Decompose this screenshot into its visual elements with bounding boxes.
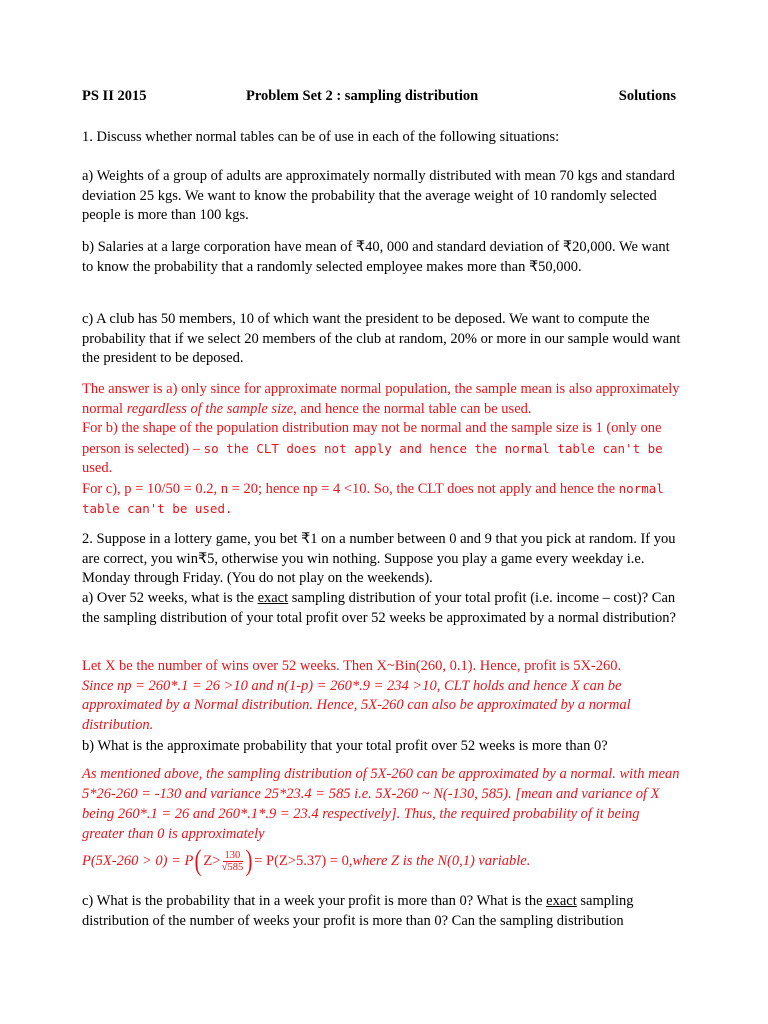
document-header [82, 88, 676, 108]
q1-intro: 1. Discuss whether normal tables can be of use in each of the following situations: [82, 129, 560, 145]
formula-denominator-value: 585 [227, 861, 244, 873]
q2-a-answer-line-1: Let X be the number of wins over 52 weeks. Then X~Bin(260, 0.1). Hence, profit is 5X-260. [82, 658, 622, 674]
q1-answer-text-2: For b) the shape of the population distribution may not be normal and the sample size is 1 (only one person is selected) – [82, 420, 662, 457]
q1-answer-mono-3: normal table can't be used. [82, 480, 664, 516]
formula-fraction [221, 850, 243, 873]
q1-answer-italic: regardless of the sample size [126, 400, 294, 417]
q1-answer-text-3: For c), p = 10/50 = 0.2, n = 20; hence np = 4 <10. So, the CLT does not apply and hence the [82, 480, 619, 497]
q2-part-b: b) What is the approximate probability that your total profit over 52 weeks is more than 0? [82, 738, 608, 754]
q2-part-a [82, 589, 682, 628]
formula-tail: where Z is the N(0,1) variable. [352, 852, 531, 869]
probability-formula [82, 844, 531, 877]
q1-answer-text-1-end: , and hence the normal table can be used. [293, 400, 532, 417]
q2-a-answer-line-2: Since np = 260*.1 = 26 >10 and n(1-p) = 260*.9 = 234 >10, CLT holds and hence X can be approximated by a Normal distribution. Hence, 5X-260 can also be approximated by a normal distribution. [82, 677, 631, 733]
formula-close-paren: ) [245, 844, 253, 877]
q1-part-b: b) Salaries at a large corporation have mean of ₹40, 000 and standard deviation of ₹20,000. We want to know the probability that a randomly selected employee makes more than ₹50,000. [82, 239, 670, 275]
q2-part-a-text-2: sampling distribution of your total profit (i.e. income – cost)? Can the sampling distribution of your total profit over 52 weeks be approximated by a normal distribution? [82, 590, 676, 626]
q2-part-a-text-1: a) Over 52 weeks, what is the [82, 590, 258, 606]
q2-intro: 2. Suppose in a lottery game, you bet ₹1 on a number between 0 and 9 that you pick at random. If you are correct, you win₹5, otherwise you win nothing. Suppose you play a game every weekday i.e. Monday through Friday. (You do not play on the weekends). [82, 531, 676, 586]
problem-set-title: Problem Set 2 : sampling distribution [246, 88, 479, 104]
course-title: PS II 2015 [82, 88, 147, 104]
q2-part-c-text-2: sampling distribution of the number of weeks your profit is more than 0? Can the sampling distribution [82, 893, 634, 929]
q2-part-c [82, 892, 682, 931]
q1-answer-mono-2: so the CLT does not apply and hence the normal table can't be [203, 440, 663, 456]
formula-open-paren: ( [194, 844, 202, 877]
q2-part-a-answer [82, 657, 682, 735]
q2-part-c-text-1: c) What is the probability that in a week your profit is more than 0? What is the [82, 893, 547, 909]
solutions-label: Solutions [618, 88, 676, 104]
q2-part-c-exact: exact [546, 893, 577, 909]
q1-answer-text-2-end: used. [82, 460, 113, 476]
q1-answer-text-1: The answer is a) only since for approximate normal population, the sample mean is also approximately normal [82, 381, 680, 417]
formula-rhs: = P(Z>5.37) = 0, [254, 852, 353, 869]
q1-part-c: c) A club has 50 members, 10 of which want the president to be deposed. We want to compute the probability that if we select 20 members of the club at random, 20% or more in our sample would want the president to be deposed. [82, 311, 681, 366]
q2-part-b-answer: As mentioned above, the sampling distribution of 5X-260 can be approximated by a normal. with mean 5*26-260 = -130 and variance 25*23.4 = 585 i.e. 5X-260 ~ N(-130, 585). [mean and variance of X being 260*.1 = 26 and 260*.1*.9 = 23.4 respectively]. Thus, the required probability of it being greater than 0 is approximately [82, 766, 680, 842]
formula-lhs: P(5X-260 > 0) = P [82, 852, 194, 869]
formula-z: Z> [203, 852, 221, 869]
q1-answer [82, 380, 682, 520]
formula-numerator: 130 [224, 849, 241, 861]
q2-part-a-exact: exact [257, 590, 289, 606]
q1-part-a: a) Weights of a group of adults are approximately normally distributed with mean 70 kgs and standard deviation 25 kgs. We want to know the probability that the average weight of 10 randomly selected people is more than 100 kgs. [82, 168, 675, 223]
formula-denominator [221, 862, 243, 873]
